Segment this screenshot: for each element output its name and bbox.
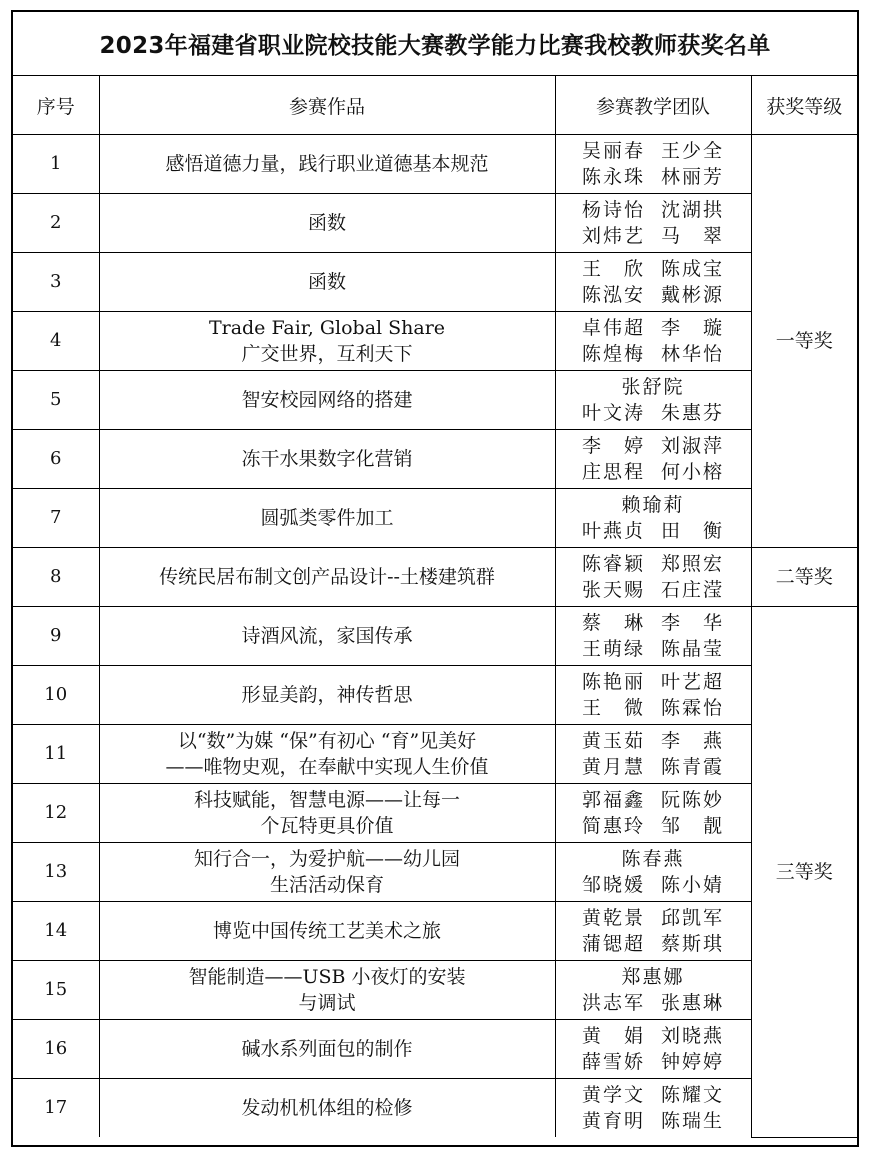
team-members-line: 陈艳丽 叶艺超 <box>581 671 725 693</box>
team-members-line: 陈永珠 林丽芳 <box>581 166 725 188</box>
team-members-line: 杨诗怡 沈湖拱 <box>581 199 725 221</box>
row-number: 9 <box>13 607 99 666</box>
work-title <box>99 961 555 1020</box>
row-number: 16 <box>13 1020 99 1079</box>
row-number: 10 <box>13 666 99 725</box>
table-row <box>13 312 857 371</box>
team-members <box>555 902 751 961</box>
table-body <box>13 135 857 1138</box>
work-title <box>99 902 555 961</box>
table-row <box>13 843 857 902</box>
team-members <box>555 784 751 843</box>
team-members-line: 吴丽春 王少全 <box>581 140 725 162</box>
work-title-line: 科技赋能，智慧电源——让每一 <box>193 789 460 811</box>
team-members <box>555 548 751 607</box>
work-title <box>99 784 555 843</box>
award-level: 一等奖 <box>751 135 857 548</box>
table-row <box>13 194 857 253</box>
table-row <box>13 430 857 489</box>
work-title-line: 感悟道德力量，践行职业道德基本规范 <box>165 153 489 175</box>
work-title-line: ——唯物史观，在奉献中实现人生价值 <box>165 756 489 778</box>
work-title-line: 诗酒风流，家国传承 <box>241 625 413 647</box>
team-members-line: 黄学文 陈耀文 <box>581 1084 725 1106</box>
team-members-line: 叶文涛 朱惠芬 <box>581 402 725 424</box>
team-members-line: 刘炜艺 马 翠 <box>581 225 725 247</box>
row-number: 4 <box>13 312 99 371</box>
work-title <box>99 135 555 194</box>
team-members-line: 黄乾景 邱凯军 <box>581 907 725 929</box>
work-title-line: 函数 <box>307 271 346 293</box>
row-number: 1 <box>13 135 99 194</box>
team-members-line: 郑惠娜 <box>621 966 685 988</box>
team-members-line: 张天赐 石庄滢 <box>581 579 725 601</box>
work-title-line: 与调试 <box>298 992 356 1014</box>
team-members-line: 陈煌梅 林华怡 <box>581 343 725 365</box>
award-level: 二等奖 <box>751 548 857 607</box>
team-members-line: 王 欣 陈成宝 <box>581 258 725 280</box>
team-members <box>555 843 751 902</box>
header-work: 参赛作品 <box>99 76 555 135</box>
award-list-sheet <box>11 10 859 1147</box>
team-members-line: 邹晓媛 陈小婧 <box>581 874 725 896</box>
team-members <box>555 430 751 489</box>
team-members-line: 张舒院 <box>621 376 685 398</box>
team-members-line: 卓伟超 李 璇 <box>581 317 725 339</box>
row-number: 2 <box>13 194 99 253</box>
work-title-line: 生活活动保育 <box>269 874 384 896</box>
work-title-line: 知行合一，为爱护航——幼儿园 <box>193 848 460 870</box>
team-members-line: 黄 娟 刘晓燕 <box>581 1025 725 1047</box>
team-members-line: 郭福鑫 阮陈妙 <box>581 789 725 811</box>
work-title-line: 形显美韵，神传哲思 <box>241 684 413 706</box>
table-row <box>13 784 857 843</box>
team-members-line: 蒲锶超 蔡斯琪 <box>581 933 725 955</box>
team-members-line: 黄月慧 陈青霞 <box>581 756 725 778</box>
work-title-line: 智安校园网络的搭建 <box>241 389 413 411</box>
work-title <box>99 843 555 902</box>
header-award: 获奖等级 <box>751 76 857 135</box>
team-members-line: 洪志军 张惠琳 <box>581 992 725 1014</box>
team-members <box>555 194 751 253</box>
table-row <box>13 253 857 312</box>
row-number: 12 <box>13 784 99 843</box>
team-members-line: 黄育明 陈瑞生 <box>581 1110 725 1132</box>
team-members-line: 陈春燕 <box>621 848 685 870</box>
work-title-line: 智能制造——USB 小夜灯的安装 <box>188 966 466 988</box>
work-title <box>99 371 555 430</box>
team-members-line: 叶燕贞 田 衡 <box>581 520 725 542</box>
work-title-line: 博览中国传统工艺美术之旅 <box>212 920 441 942</box>
team-members-line: 王萌绿 陈晶莹 <box>581 638 725 660</box>
award-table <box>13 76 857 1138</box>
work-title <box>99 489 555 548</box>
team-members-line: 薛雪娇 钟婷婷 <box>581 1051 725 1073</box>
work-title-line: 函数 <box>307 212 346 234</box>
team-members-line: 庄思程 何小榕 <box>581 461 725 483</box>
work-title-line: 个瓦特更具价值 <box>260 815 394 837</box>
work-title-line: 广交世界，互利天下 <box>241 343 413 365</box>
work-title <box>99 666 555 725</box>
work-title <box>99 548 555 607</box>
row-number: 7 <box>13 489 99 548</box>
work-title-line: 以“数”为媒 “保”有初心 “育”见美好 <box>177 730 477 752</box>
table-row <box>13 902 857 961</box>
header-team: 参赛教学团队 <box>555 76 751 135</box>
work-title-line: 碱水系列面包的制作 <box>241 1038 413 1060</box>
work-title <box>99 312 555 371</box>
table-row <box>13 1020 857 1079</box>
table-row <box>13 607 857 666</box>
table-row <box>13 371 857 430</box>
team-members <box>555 961 751 1020</box>
team-members <box>555 371 751 430</box>
row-number: 3 <box>13 253 99 312</box>
table-row <box>13 489 857 548</box>
row-number: 17 <box>13 1079 99 1138</box>
row-number: 6 <box>13 430 99 489</box>
team-members <box>555 489 751 548</box>
work-title-line: 圆弧类零件加工 <box>260 507 394 529</box>
work-title <box>99 607 555 666</box>
team-members <box>555 1020 751 1079</box>
table-row <box>13 135 857 194</box>
work-title <box>99 194 555 253</box>
team-members <box>555 666 751 725</box>
team-members-line: 赖瑜莉 <box>621 494 685 516</box>
header-row <box>13 76 857 135</box>
team-members-line: 王 微 陈霖怡 <box>581 697 725 719</box>
team-members-line: 陈睿颖 郑照宏 <box>581 553 725 575</box>
team-members-line: 李 婷 刘淑萍 <box>581 435 725 457</box>
work-title <box>99 1079 555 1138</box>
team-members-line: 陈泓安 戴彬源 <box>581 284 725 306</box>
work-title-line: Trade Fair, Global Share <box>208 317 446 339</box>
team-members <box>555 725 751 784</box>
team-members-line: 简惠玲 邹 靓 <box>581 815 725 837</box>
row-number: 8 <box>13 548 99 607</box>
row-number: 15 <box>13 961 99 1020</box>
work-title-line: 冻干水果数字化营销 <box>241 448 413 470</box>
award-level: 三等奖 <box>751 607 857 1138</box>
work-title-line: 传统民居布制文创产品设计--土楼建筑群 <box>159 566 495 588</box>
team-members-line: 蔡 琳 李 华 <box>581 612 725 634</box>
team-members <box>555 312 751 371</box>
table-row <box>13 1079 857 1138</box>
table-row <box>13 548 857 607</box>
team-members <box>555 607 751 666</box>
work-title-line: 发动机机体组的检修 <box>241 1097 413 1119</box>
work-title <box>99 253 555 312</box>
team-members <box>555 253 751 312</box>
row-number: 14 <box>13 902 99 961</box>
header-num: 序号 <box>13 76 99 135</box>
team-members <box>555 1079 751 1138</box>
team-members <box>555 135 751 194</box>
table-row <box>13 666 857 725</box>
row-number: 13 <box>13 843 99 902</box>
work-title <box>99 430 555 489</box>
page-title: 2023年福建省职业院校技能大赛教学能力比赛我校教师获奖名单 <box>13 12 857 76</box>
table-row <box>13 725 857 784</box>
row-number: 11 <box>13 725 99 784</box>
work-title <box>99 725 555 784</box>
work-title <box>99 1020 555 1079</box>
table-row <box>13 961 857 1020</box>
row-number: 5 <box>13 371 99 430</box>
team-members-line: 黄玉茹 李 燕 <box>581 730 725 752</box>
